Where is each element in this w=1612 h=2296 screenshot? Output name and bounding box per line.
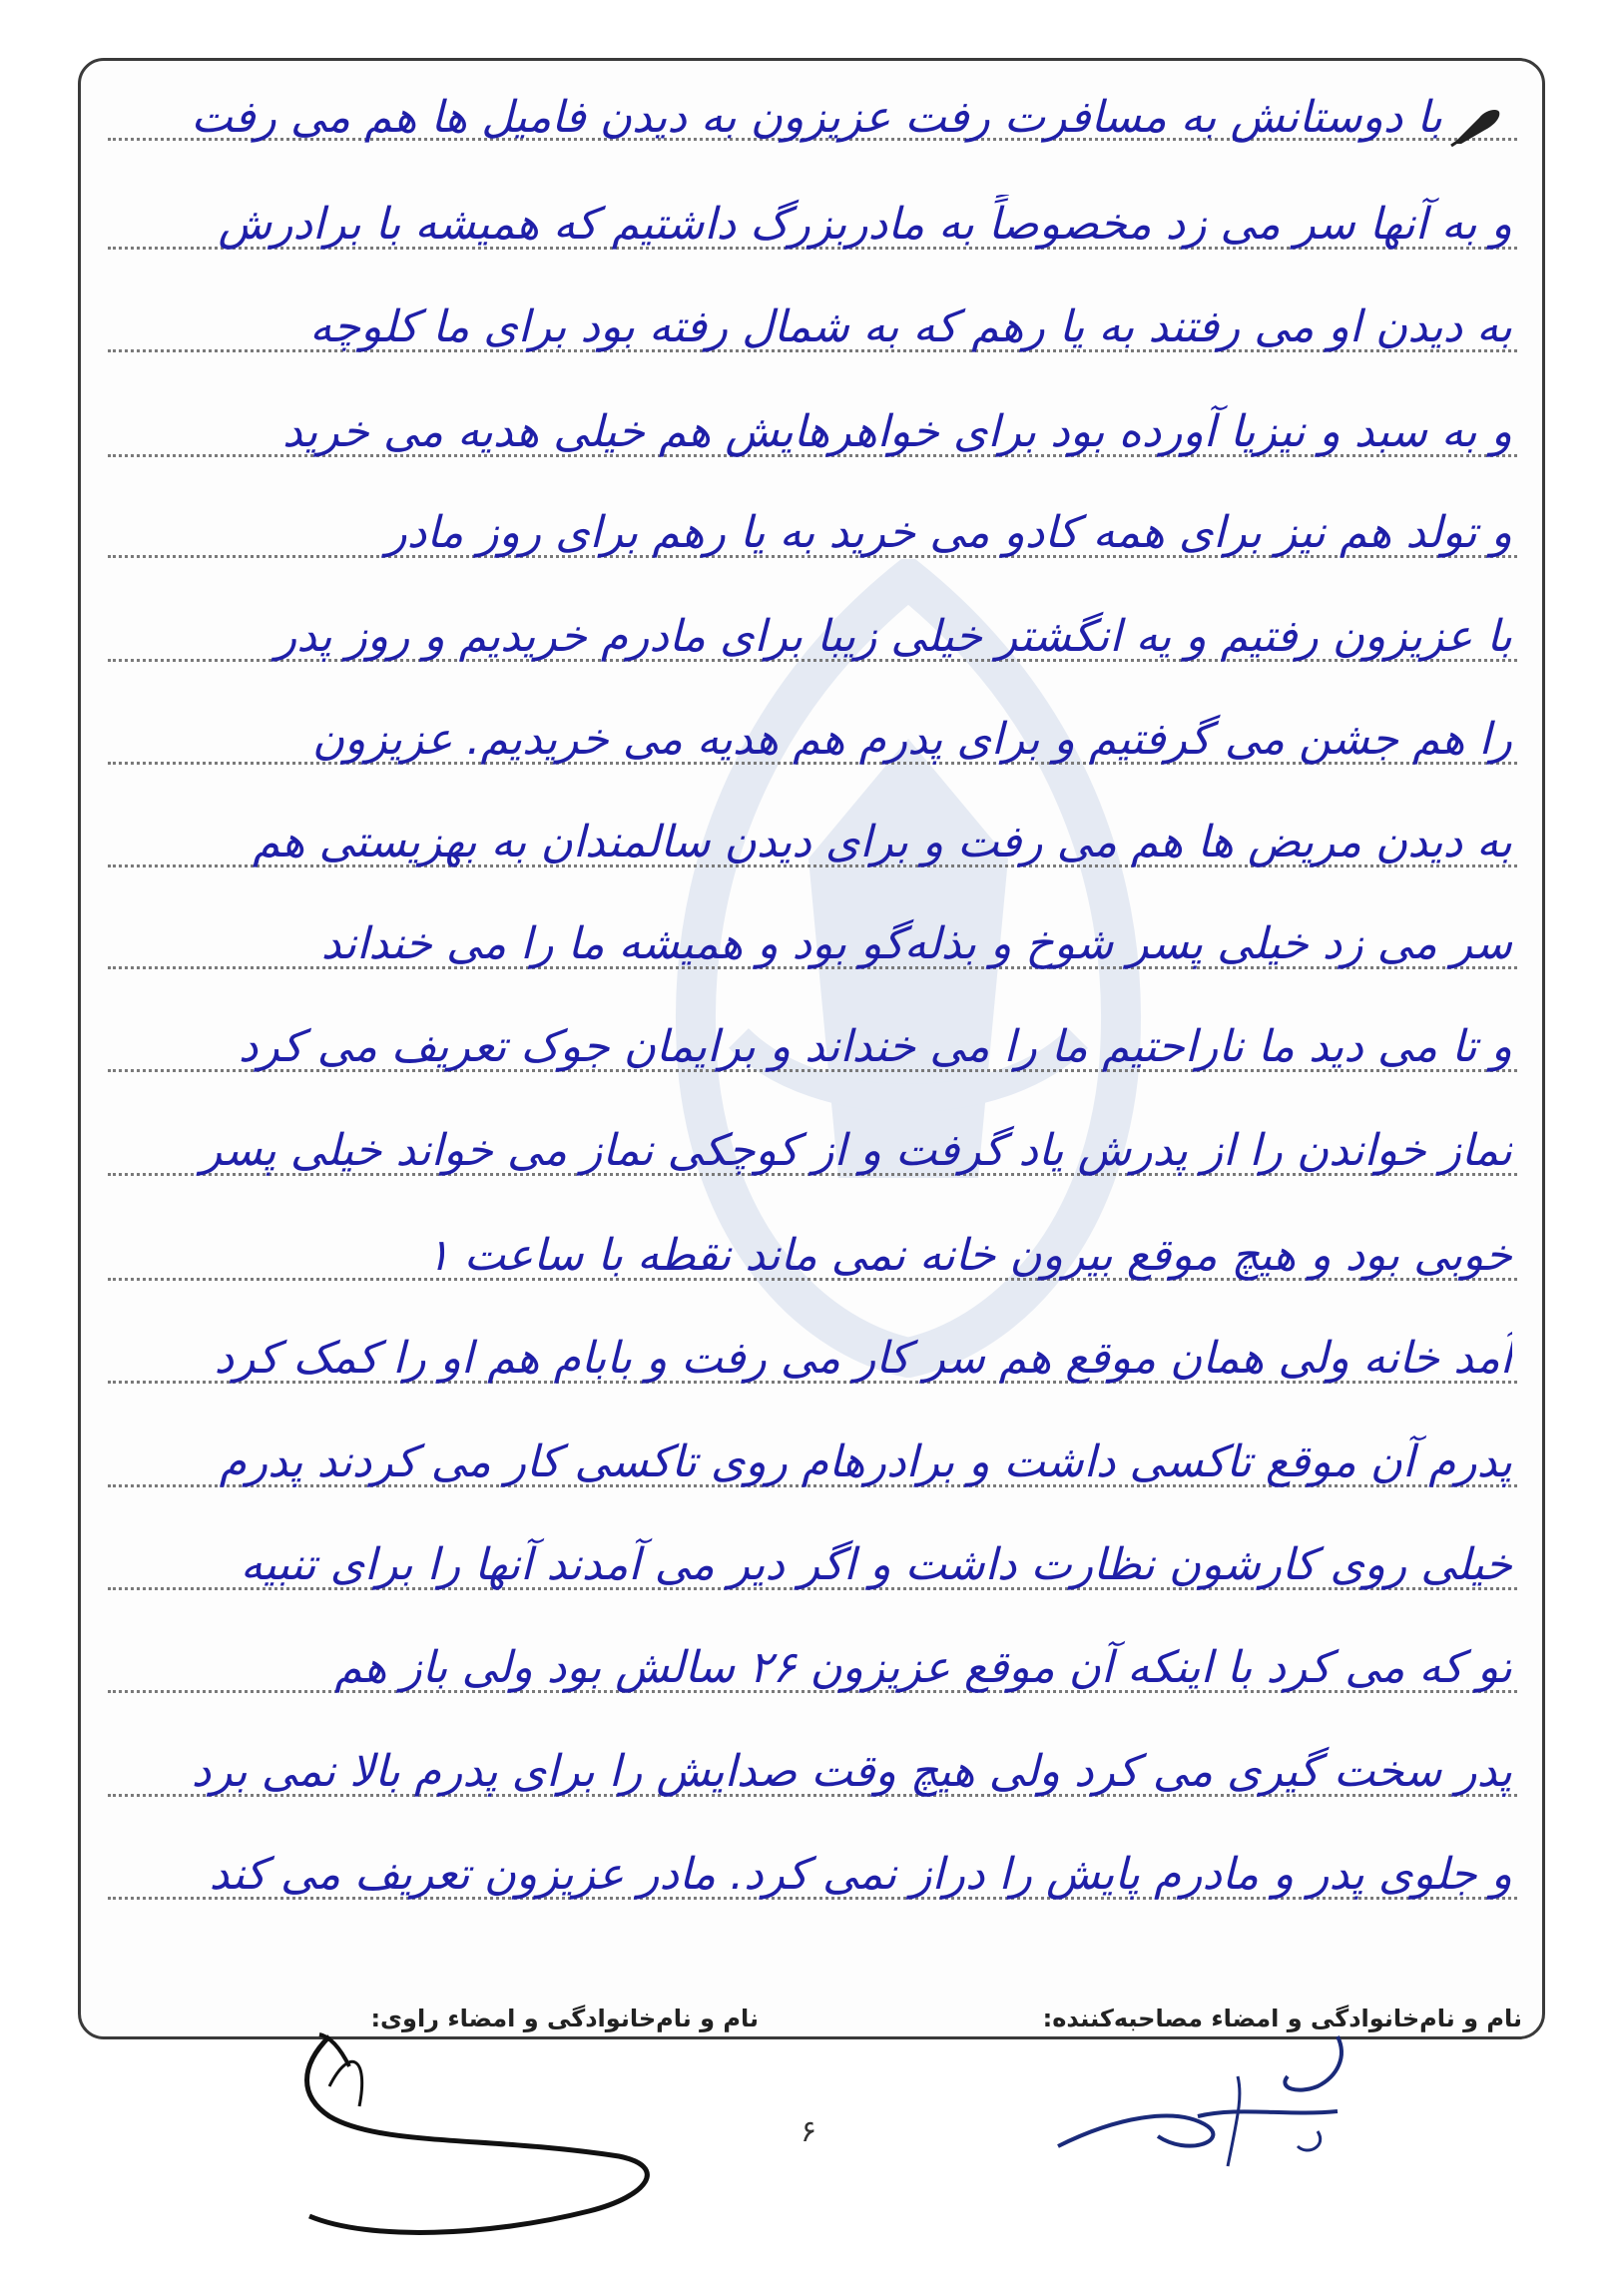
handwritten-line: خوبی بود و هیچ موقع بیرون خانه نمی ماند نقطه با ساعت ۱ (426, 1230, 1512, 1281)
handwritten-line: خیلی روی کارشون نظارت داشت و اگر دیر می آمدند آنها را برای تنبیه (240, 1539, 1512, 1590)
handwritten-line: آمد خانه ولی همان موقع هم سر کار می رفت و بابام هم او را کمک کرد (214, 1333, 1512, 1384)
handwritten-line: پدر سخت گیری می کرد ولی هیچ وقت صدایش را برای پدرم بالا نمی برد (191, 1746, 1512, 1797)
handwritten-line: و تولد هم نیز برای همه کادو می خرید به یا رهم برای روز مادر (385, 507, 1512, 558)
quill-pen-icon (1449, 104, 1503, 148)
handwritten-line: به دیدن او می رفتند به یا رهم که به شمال رفته بود برای ما کلوچه (309, 301, 1512, 352)
handwritten-line: با عزیزون رفتیم و یه انگشتر خیلی زیبا برای مادرم خریدیم و روز پدر (275, 611, 1512, 662)
handwritten-line: را هم جشن می گرفتیم و برای پدرم هم هدیه می خریدیم. عزیزون (311, 714, 1512, 765)
interviewer-signature (1038, 2016, 1397, 2186)
handwritten-line: و به سبد و نیزیا آورده بود برای خواهرهایش هم خیلی هدیه می خرید (282, 406, 1512, 457)
handwritten-line: نماز خواندن را از پدرش یاد گرفت و از کوچکی نماز می خواند خیلی پسر (200, 1125, 1512, 1176)
handwritten-line: و به آنها سر می زد مخصوصاً به مادربزرگ داشتیم که همیشه با برادرش (218, 199, 1512, 250)
handwritten-line: با دوستانش به مسافرت رفت عزیزون به دیدن فامیل ها هم می رفت (191, 92, 1442, 143)
page-number: ۶ (800, 2114, 817, 2149)
interviewer-signature-label: نام و نام‌خانوادگی و امضاء مصاحبه‌کننده: (1042, 2005, 1522, 2032)
handwritten-line: سر می زد خیلی پسر شوخ و بذله‌گو بود و همیشه ما را می خنداند (320, 918, 1512, 969)
handwritten-line: به دیدن مریض ها هم می رفت و برای دیدن سالمندان به بهزیستی هم (252, 817, 1512, 867)
narrator-signature-label: نام و نام‌خانوادگی و امضاء راوی: (370, 2005, 759, 2032)
handwritten-line: و تا می دید ما ناراحتیم ما را می خنداند و برایمان جوک تعریف می کرد (238, 1021, 1512, 1072)
handwritten-line: تو که می کرد با اینکه آن موقع عزیزون ۲۶ سالش بود ولی باز هم (334, 1642, 1512, 1693)
handwritten-line: و جلوی پدر و مادرم پایش را دراز نمی کرد. مادر عزیزون تعریف می کند (209, 1849, 1512, 1900)
handwritten-line: پدرم آن موقع تاکسی داشت و برادرهام روی تاکسی کار می کردند پدرم (219, 1436, 1512, 1487)
narrator-signature (289, 2026, 709, 2266)
